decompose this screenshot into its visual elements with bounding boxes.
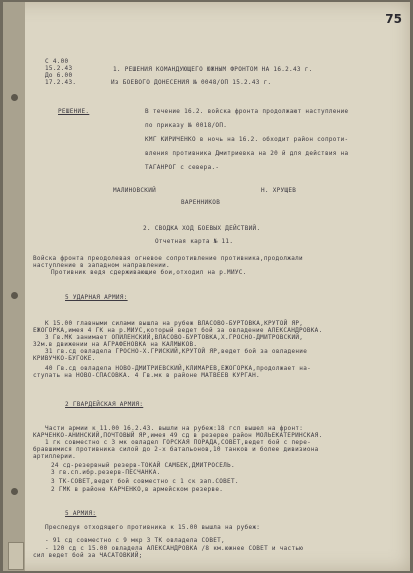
army-line: Части армии к 11.00 16.2.43. вышли на рубеж:18 гсп вышел на фронт:: [45, 425, 304, 432]
decision-line: вления противника Дмитриевка на 20 й для действия на: [145, 150, 349, 157]
decision-label: РЕШЕНИЕ.: [58, 108, 90, 115]
archive-stamp: [8, 542, 24, 570]
signature: МАЛИНОВСКИЙ: [113, 187, 157, 194]
paragraph-line: Войска фронта преодолевая огневое сопротивление противника,продолжали: [33, 255, 303, 262]
army-line: 3 Гв.МК занимает ОПИЛЕНСКИЙ,ВЛАСОВО-БУРТОВКА,Х.ГРОСНО-ДМИТРОВСКИЙ,: [45, 334, 304, 341]
paragraph-line: наступление в западном направлении.: [33, 262, 170, 269]
decision-line: по приказу № 0018/ОП.: [145, 122, 228, 129]
army-line: Преследуя отходящего противника к 15.00 вышла на рубеж:: [45, 524, 261, 531]
signature: Н. ХРУЩЕВ: [261, 187, 297, 194]
army-line: 32м.в движении на АГРАФЕНОВКА на КАЛМЫКОВ.: [33, 341, 198, 348]
page-number: 75: [385, 12, 402, 26]
decision-line: ТАГАНРОГ с севера.-: [145, 164, 220, 171]
army-line: сил ведет бой за ЧАСАТОВКИЙ;: [33, 552, 143, 559]
army-heading: 5 АРМИЯ:: [65, 510, 97, 517]
army-line: 3 ТК-СОВЕТ,ведет бой совместно с 1 ск зап.СОВЕТ.: [51, 478, 239, 485]
header-code: 15.2.43: [45, 65, 73, 72]
document-title: 1. РЕШЕНИЯ КОМАНДУЮЩЕГО ЮЖНЫМ ФРОНТОМ НА 16.2.43 г.: [113, 66, 313, 73]
army-line: 31 гв.сд овладела ГРОСНО-Х.ГРИСКИЙ,КРУТОЙ ЯР,ведет бой за овладение: [45, 348, 308, 355]
army-line: К 15.00 главными силами вышла на рубеж ВЛАСОВО-БУРТОВКА,КРУТОЙ ЯР,: [45, 320, 304, 327]
header-code: С 4.00: [45, 58, 69, 65]
army-heading: 5 УДАРНАЯ АРМИЯ:: [65, 294, 128, 301]
army-line: артиллерии.: [33, 453, 77, 460]
punch-hole: [11, 292, 18, 299]
army-line: КАРЧЕНКО-АНИНСКИЙ,ПОЧТОВЫЙ ЯР,имея 49 сд в резерве район МОЛЬЕКАТЕРИНСКАЯ.: [33, 432, 323, 439]
header-code: До 6.00: [45, 72, 73, 79]
army-line: ЕЖОГОРКА,имея 4 ГК на р.МИУС,который ведет бой за овладение АЛЕКСАНДРОВКА.: [33, 327, 323, 334]
army-line: 40 Гв.сд овладела НОВО-ДМИТРИЕВСКИЙ,КЛИМАРЕВ,ЕЖОГОРКА,продолжает на-: [45, 365, 312, 372]
army-line: 24 сд-резервный резерв-ТОКАЙ САМБЕК,ДМИТРОСЕЛЬ.: [51, 462, 235, 469]
paragraph-line: Противник ведя сдерживающие бои,отходил на р.МИУС.: [51, 269, 247, 276]
army-line: бравшимися противника силой до 2-х батальонов,10 танков и более дивизиона: [33, 446, 319, 453]
punch-hole: [11, 94, 18, 101]
header-code: 17.2.43.: [45, 79, 77, 86]
army-line: ступать на НОВО-СПАСОВКА. 4 Гв.мк в районе МАТВЕЕВ КУРГАН.: [33, 372, 260, 379]
document-subtitle: Из БОЕВОГО ДОНЕСЕНИЯ № 0048/ОП 15.2.43 г.: [111, 79, 272, 86]
decision-line: В течение 16.2. войска фронта продолжают наступление: [145, 108, 349, 115]
punch-hole: [11, 488, 18, 495]
army-line: 2 ГМК в районе КАРЧЕНКО,в армейском резерве.: [51, 486, 224, 493]
decision-line: КМГ КИРИЧЕНКО в ночь на 16.2. обходит район сопроти-: [145, 136, 349, 143]
army-line: КРИВУЧКО-БУГОКЕ.: [33, 355, 96, 362]
section-title: 2. СВОДКА ХОД БОЕВЫХ ДЕЙСТВИЙ.: [143, 225, 261, 232]
document-page: [3, 2, 410, 571]
section-subtitle: Отчетная карта № 11.: [155, 238, 234, 245]
army-line: - 91 сд совместно с 9 мкр 3 ТК овладела СОВЕТ,: [45, 537, 225, 544]
army-line: - 120 сд с 15.00 овладела АЛЕКСАНДРОВКА /8 км.южнее СОВЕТ и частью: [45, 545, 304, 552]
army-line: 3 гв.сп.ибр.резерв-ПЕСЧАНКА.: [51, 469, 161, 476]
binding-strip: [3, 2, 25, 571]
signature: ВАРЕННИКОВ: [181, 199, 221, 206]
army-heading: 2 ГВАРДЕЙСКАЯ АРМИЯ:: [65, 401, 144, 408]
army-line: 1 гк совместно с 3 мк овладел ГОРСКАЯ ПОРАДА,СОВЕТ,ведет бой с пере-: [45, 439, 312, 446]
